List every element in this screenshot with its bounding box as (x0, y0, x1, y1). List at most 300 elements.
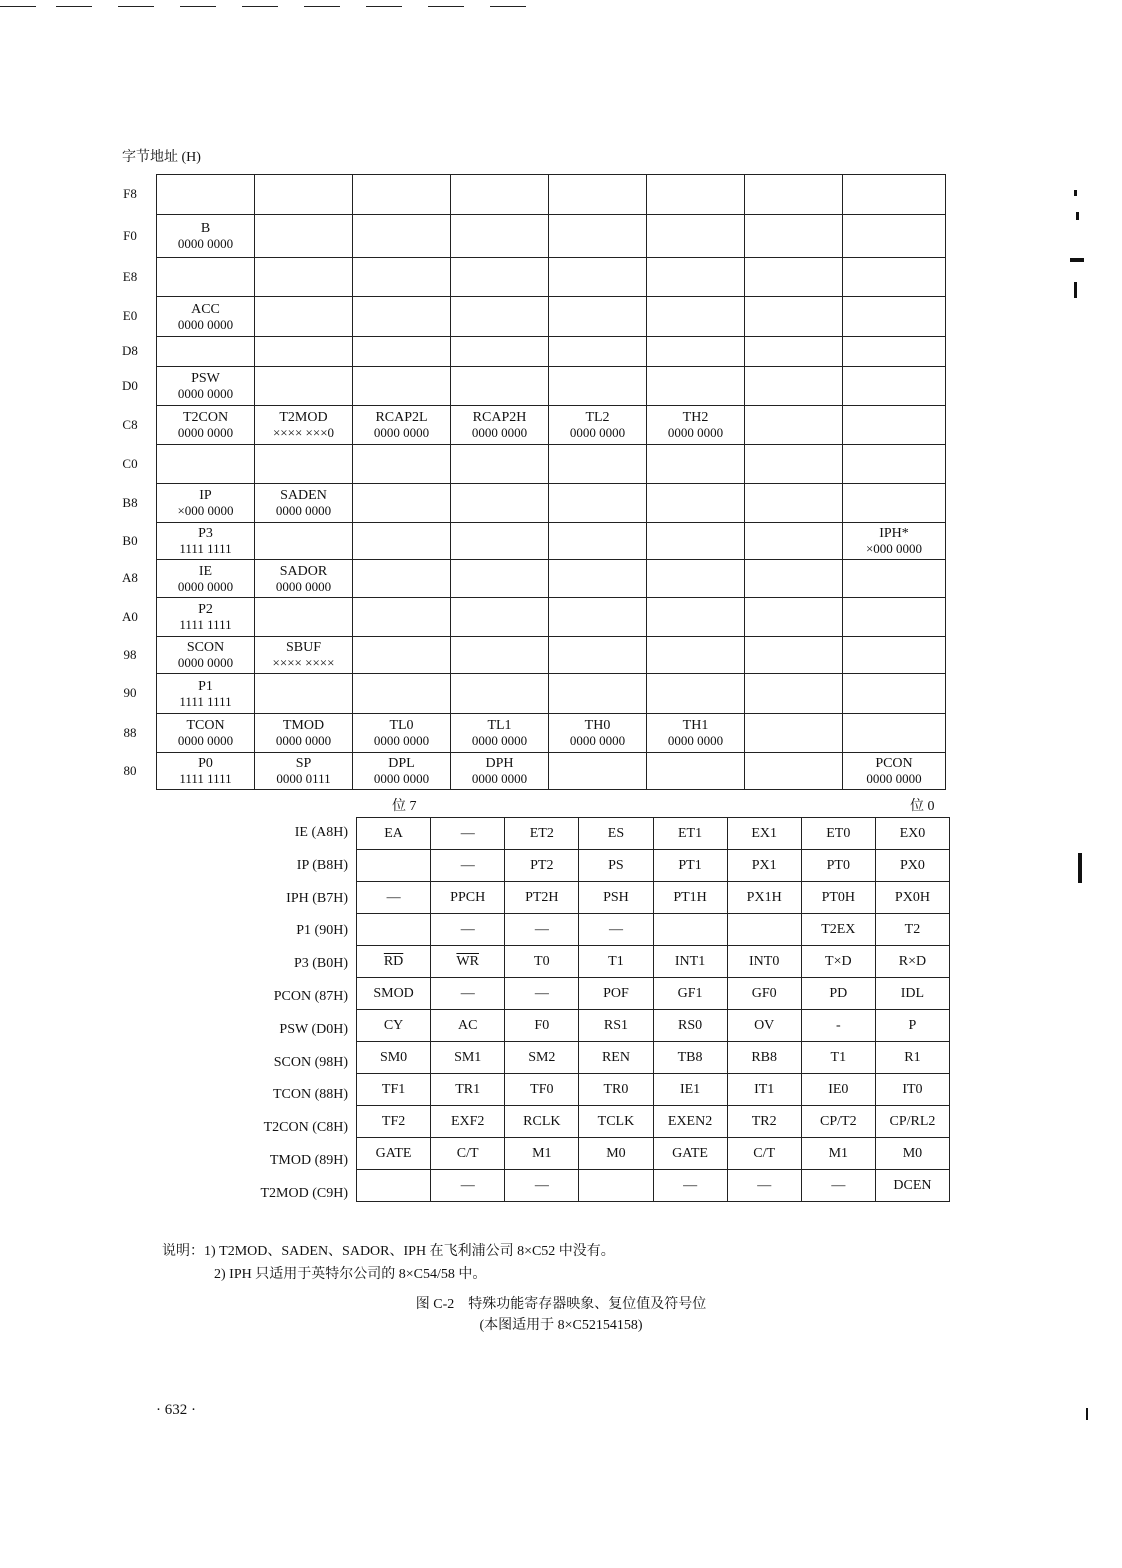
sfr-cell (647, 258, 745, 297)
sfr-cell (549, 367, 647, 406)
reset-value: 0000 0000 (177, 386, 234, 401)
sfr-cell (647, 175, 745, 215)
sfr-cell (745, 484, 843, 523)
bit-cell: C/T (431, 1138, 505, 1170)
sfr-cell (843, 753, 946, 790)
sfr-cell (255, 258, 353, 297)
figure-subcaption: (本图适用于 8×C52154158) (479, 1318, 643, 1333)
bit-cell: IDL (875, 978, 949, 1010)
sfr-cell (255, 674, 353, 714)
bit-cell: — (357, 882, 431, 914)
sfr-row (157, 175, 946, 215)
reset-value: 0000 0000 (177, 236, 234, 251)
reset-value: 0000 0000 (866, 771, 922, 786)
sfr-cell (255, 637, 353, 674)
sfr-cell (549, 753, 647, 790)
reset-value: ×××× ×××0 (272, 425, 335, 440)
reset-value: 0000 0000 (177, 316, 234, 332)
sfr-row (157, 637, 946, 674)
sfr-cell (353, 714, 451, 753)
bit-register-label: IP (B8H) (296, 857, 348, 873)
bit-cell: T×D (801, 946, 875, 978)
sfr-cell (451, 337, 549, 367)
bit-cell: ET1 (653, 818, 727, 850)
sfr-cell (647, 637, 745, 674)
bit-symbol-table (356, 817, 950, 1202)
sfr-cell (353, 637, 451, 674)
bit-cell: — (505, 978, 579, 1010)
sfr-cell (451, 367, 549, 406)
bit0-label: 位 0 (910, 799, 935, 814)
sfr-cell (157, 215, 255, 258)
register-name: T2MOD (279, 410, 328, 425)
sfr-cell (549, 258, 647, 297)
sfr-cell (157, 297, 255, 337)
bit-cell: R1 (875, 1042, 949, 1074)
sfr-cell (549, 337, 647, 367)
bit-register-label: T2CON (C8H) (263, 1120, 348, 1136)
bit-cell: CP/T2 (801, 1106, 875, 1138)
bit-cell: — (431, 1170, 505, 1202)
sfr-cell (549, 674, 647, 714)
sfr-cell (451, 484, 549, 523)
figure-caption: 图 C-2 特殊功能寄存器映象、复位值及符号位 (415, 1297, 707, 1312)
sfr-cell (549, 637, 647, 674)
address-label: 98 (123, 646, 137, 662)
sfr-cell (255, 297, 353, 337)
sfr-cell (647, 367, 745, 406)
sfr-cell (647, 297, 745, 337)
sfr-cell (451, 598, 549, 637)
sfr-cell (549, 523, 647, 560)
register-name: SCON (186, 640, 225, 655)
bit-cell: — (653, 1170, 727, 1202)
address-label: B0 (122, 532, 138, 548)
sfr-cell (255, 215, 353, 258)
bit-cell: POF (579, 978, 653, 1010)
reset-value: 0000 0111 (276, 771, 331, 786)
bit-cell: INT1 (653, 946, 727, 978)
register-name: P2 (198, 602, 213, 617)
sfr-cell (745, 523, 843, 560)
bit-cell: M1 (801, 1138, 875, 1170)
sfr-cell (647, 523, 745, 560)
bit-cell: ET0 (801, 818, 875, 850)
sfr-cell (843, 598, 946, 637)
sfr-cell (157, 367, 255, 406)
bit-cell: P (875, 1010, 949, 1042)
bit-cell (357, 914, 431, 946)
sfr-row (157, 523, 946, 560)
register-name: TL0 (389, 718, 414, 733)
bit-cell: — (431, 818, 505, 850)
sfr-row (157, 367, 946, 406)
reset-value: ×000 0000 (177, 503, 234, 518)
sfr-cell (255, 484, 353, 523)
bit-cell (727, 914, 801, 946)
sfr-cell (745, 337, 843, 367)
bit-cell: SM0 (357, 1042, 431, 1074)
bit-cell: T1 (579, 946, 653, 978)
reset-value: 0000 0000 (471, 733, 528, 748)
reset-value: 0000 0000 (569, 733, 626, 748)
bit-cell: TR2 (727, 1106, 801, 1138)
sfr-cell (353, 484, 451, 523)
sfr-cell (451, 560, 549, 598)
bit-cell: - (801, 1010, 875, 1042)
sfr-cell (745, 753, 843, 790)
sfr-cell (451, 523, 549, 560)
sfr-cell (451, 258, 549, 297)
sfr-cell (157, 523, 255, 560)
address-label: F0 (123, 227, 137, 243)
bit-row (357, 1170, 950, 1202)
bit-cell: EXEN2 (653, 1106, 727, 1138)
address-label: D0 (122, 377, 138, 393)
sfr-cell (843, 445, 946, 484)
reset-value: 0000 0000 (471, 771, 528, 786)
sfr-cell (549, 406, 647, 445)
bit-cell: DCEN (875, 1170, 949, 1202)
address-label: 90 (123, 685, 137, 700)
sfr-cell (549, 297, 647, 337)
bit-row (357, 1074, 950, 1106)
bit-cell: — (431, 850, 505, 882)
register-name: TMOD (282, 718, 325, 733)
register-name: TH2 (682, 410, 709, 425)
bit-cell: RS1 (579, 1010, 653, 1042)
bit-cell: R×D (875, 946, 949, 978)
sfr-cell (647, 445, 745, 484)
bit-cell: — (431, 978, 505, 1010)
bit-cell: PT2H (505, 882, 579, 914)
sfr-cell (353, 598, 451, 637)
register-name: P0 (198, 756, 213, 771)
sfr-cell (255, 337, 353, 367)
bit-cell: TB8 (653, 1042, 727, 1074)
reset-value: 0000 0000 (275, 578, 332, 594)
sfr-cell (745, 637, 843, 674)
sfr-cell (843, 560, 946, 598)
address-label: C8 (122, 416, 138, 432)
sfr-cell (451, 297, 549, 337)
register-name: ACC (191, 301, 220, 317)
reset-value: ×××× ×××× (272, 655, 335, 670)
sfr-cell (255, 753, 353, 790)
address-label: D8 (122, 343, 138, 358)
register-name: TH1 (682, 718, 709, 733)
bit-cell (357, 1170, 431, 1202)
bit-cell: M0 (875, 1138, 949, 1170)
bit-cell: C/T (727, 1138, 801, 1170)
bit-cell: TF2 (357, 1106, 431, 1138)
sfr-cell (157, 258, 255, 297)
bit-cell: SM2 (505, 1042, 579, 1074)
sfr-cell (647, 215, 745, 258)
bit-cell: TR0 (579, 1074, 653, 1106)
bit-cell: CP/RL2 (875, 1106, 949, 1138)
bit-row (357, 1010, 950, 1042)
sfr-cell (843, 175, 946, 215)
bit-cell: PD (801, 978, 875, 1010)
sfr-cell (843, 406, 946, 445)
bit-cell: IT0 (875, 1074, 949, 1106)
bit-register-label: PCON (87H) (273, 989, 348, 1004)
reset-value: 0000 0000 (275, 733, 332, 748)
sfr-row (157, 674, 946, 714)
reset-value: 1111 1111 (179, 693, 232, 709)
sfr-cell (745, 258, 843, 297)
register-name: IE (198, 563, 213, 579)
reset-value: 0000 0000 (373, 771, 430, 786)
address-label: E0 (122, 308, 138, 323)
reset-value: 0000 0000 (569, 425, 626, 440)
bit-cell: SM1 (431, 1042, 505, 1074)
sfr-cell (549, 560, 647, 598)
sfr-cell (745, 714, 843, 753)
register-name: RCAP2L (375, 410, 428, 425)
address-label: E8 (122, 268, 138, 284)
reset-value: 1111 1111 (179, 617, 232, 632)
address-label: A0 (122, 608, 138, 624)
bit-cell: OV (727, 1010, 801, 1042)
bit-cell: — (727, 1170, 801, 1202)
bit-row (357, 850, 950, 882)
bit-cell: GATE (357, 1138, 431, 1170)
register-name: TCON (186, 718, 225, 733)
bit-cell: T0 (505, 946, 579, 978)
bit-cell: M0 (579, 1138, 653, 1170)
reset-value: 0000 0000 (667, 425, 724, 440)
bit-cell: TF1 (357, 1074, 431, 1106)
sfr-row (157, 484, 946, 523)
bit-cell: IT1 (727, 1074, 801, 1106)
sfr-cell (549, 484, 647, 523)
sfr-cell (157, 674, 255, 714)
bit-cell: PS (579, 850, 653, 882)
address-label: F8 (123, 186, 137, 201)
sfr-cell (157, 484, 255, 523)
bit-cell: PT2 (505, 850, 579, 882)
sfr-cell (353, 753, 451, 790)
sfr-cell (647, 598, 745, 637)
sfr-row (157, 714, 946, 753)
sfr-map-table (156, 174, 946, 790)
bit-cell: CY (357, 1010, 431, 1042)
bit-register-label: TCON (88H) (272, 1087, 348, 1103)
sfr-cell (157, 753, 255, 790)
reset-value: 0000 0000 (177, 425, 234, 440)
sfr-cell (745, 406, 843, 445)
note-1: 说明：1) T2MOD、SADEN、SADOR、IPH 在飞利浦公司 8×C52 中没有。 (162, 1244, 615, 1259)
bit-register-label: SCON (98H) (273, 1054, 348, 1070)
sfr-row (157, 258, 946, 297)
sfr-cell (451, 175, 549, 215)
register-name: PSW (191, 371, 220, 386)
sfr-row (157, 297, 946, 337)
sfr-cell (647, 714, 745, 753)
bit-cell: PSH (579, 882, 653, 914)
bit-cell: IE0 (801, 1074, 875, 1106)
sfr-cell (353, 175, 451, 215)
bit-cell: EXF2 (431, 1106, 505, 1138)
sfr-cell (549, 714, 647, 753)
bit-cell: PT0 (801, 850, 875, 882)
register-name: TL2 (585, 410, 610, 425)
reset-value: 0000 0000 (373, 733, 430, 748)
reset-value: 1111 1111 (179, 541, 232, 556)
bit-cell: $\overline{RD}$ (357, 946, 431, 978)
sfr-cell (549, 215, 647, 258)
bit7-label: 位 7 (392, 799, 417, 814)
reset-value: 0000 0000 (177, 655, 234, 670)
sfr-cell (647, 753, 745, 790)
bit-cell: — (579, 914, 653, 946)
sfr-cell (451, 714, 549, 753)
sfr-cell (157, 406, 255, 445)
register-name: TL1 (487, 718, 512, 733)
reset-value: ×000 0000 (865, 541, 923, 556)
sfr-cell (843, 714, 946, 753)
bit-cell: F0 (505, 1010, 579, 1042)
sfr-cell (843, 297, 946, 337)
bit-register-label: T2MOD (C9H) (260, 1185, 348, 1201)
bit-cell: PT0H (801, 882, 875, 914)
bit-cell: EX0 (875, 818, 949, 850)
register-name: PCON (875, 756, 913, 771)
sfr-cell (353, 297, 451, 337)
sfr-cell (353, 367, 451, 406)
bit-cell: PPCH (431, 882, 505, 914)
sfr-cell (157, 337, 255, 367)
bit-cell: PX1H (727, 882, 801, 914)
sfr-cell (451, 674, 549, 714)
sfr-cell (157, 714, 255, 753)
sfr-row (157, 753, 946, 790)
sfr-cell (647, 484, 745, 523)
bit-cell: EX1 (727, 818, 801, 850)
bit-cell: — (801, 1170, 875, 1202)
sfr-row (157, 337, 946, 367)
sfr-cell (451, 637, 549, 674)
sfr-cell (843, 674, 946, 714)
address-label: A8 (122, 570, 138, 585)
bit-cell: PX0 (875, 850, 949, 882)
register-name: SP (295, 756, 312, 771)
sfr-cell (549, 175, 647, 215)
sfr-cell (647, 560, 745, 598)
bit-cell: RB8 (727, 1042, 801, 1074)
bit-row (357, 818, 950, 850)
register-name: SADOR (279, 563, 328, 579)
sfr-cell (353, 406, 451, 445)
sfr-row (157, 215, 946, 258)
sfr-cell (353, 215, 451, 258)
sfr-cell (745, 367, 843, 406)
sfr-row (157, 445, 946, 484)
bit-cell: TR1 (431, 1074, 505, 1106)
bit-cell: GF0 (727, 978, 801, 1010)
bit-cell (653, 914, 727, 946)
bit-register-label: P3 (B0H) (293, 956, 348, 972)
sfr-cell (157, 598, 255, 637)
sfr-cell (745, 674, 843, 714)
bit-cell: M1 (505, 1138, 579, 1170)
sfr-cell (451, 215, 549, 258)
sfr-cell (353, 560, 451, 598)
register-name: T2CON (182, 410, 229, 425)
bit-cell: ET2 (505, 818, 579, 850)
sfr-row (157, 406, 946, 445)
sfr-cell (255, 523, 353, 560)
sfr-row (157, 560, 946, 598)
sfr-cell (745, 175, 843, 215)
sfr-cell (745, 598, 843, 637)
bit-cell: RS0 (653, 1010, 727, 1042)
bit-cell: PT1 (653, 850, 727, 882)
sfr-cell (255, 560, 353, 598)
reset-value: 0000 0000 (373, 425, 430, 440)
bit-register-label: IE (A8H) (294, 825, 348, 840)
bit-cell: TCLK (579, 1106, 653, 1138)
register-name: IPH* (879, 526, 909, 541)
sfr-cell (843, 367, 946, 406)
bit-cell: AC (431, 1010, 505, 1042)
sfr-cell (843, 337, 946, 367)
bit-cell: GATE (653, 1138, 727, 1170)
page-number: · 632 · (156, 1402, 196, 1418)
sfr-cell (353, 258, 451, 297)
bit-row (357, 1106, 950, 1138)
sfr-cell (549, 445, 647, 484)
bit-cell: T1 (801, 1042, 875, 1074)
sfr-cell (843, 258, 946, 297)
sfr-cell (745, 297, 843, 337)
bit-register-label: IPH (B7H) (286, 890, 348, 906)
sfr-cell (255, 406, 353, 445)
sfr-cell (255, 175, 353, 215)
sfr-cell (843, 523, 946, 560)
bit-row (357, 978, 950, 1010)
reset-value: 0000 0000 (275, 503, 332, 518)
bit-cell: — (505, 914, 579, 946)
bit-cell: RCLK (505, 1106, 579, 1138)
sfr-cell (745, 215, 843, 258)
sfr-cell (255, 598, 353, 637)
address-label: 80 (123, 762, 137, 778)
bit-cell: PT1H (653, 882, 727, 914)
register-name: P1 (198, 678, 213, 694)
bit-row (357, 946, 950, 978)
register-name: DPH (485, 756, 514, 771)
sfr-cell (451, 406, 549, 445)
sfr-cell (647, 406, 745, 445)
sfr-cell (647, 674, 745, 714)
bit-cell: T2 (875, 914, 949, 946)
address-label: 88 (123, 724, 137, 740)
bit-register-label: TMOD (89H) (269, 1153, 348, 1168)
sfr-cell (157, 445, 255, 484)
sfr-cell (745, 560, 843, 598)
register-name: SBUF (285, 640, 322, 655)
sfr-cell (255, 445, 353, 484)
sfr-cell (647, 337, 745, 367)
bit-cell: PX0H (875, 882, 949, 914)
register-name: P3 (198, 526, 213, 541)
address-label: B8 (122, 494, 138, 510)
sfr-cell (157, 560, 255, 598)
register-name: SADEN (280, 488, 327, 503)
